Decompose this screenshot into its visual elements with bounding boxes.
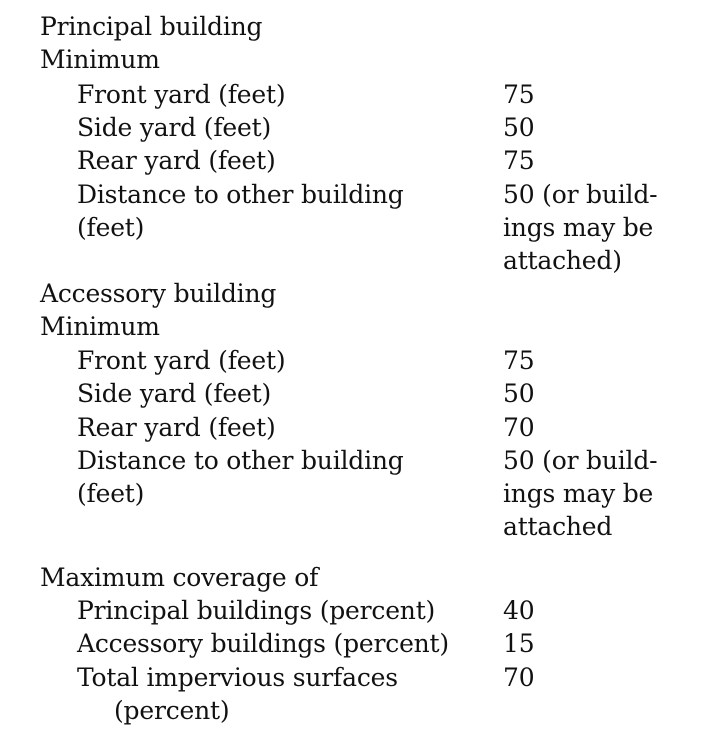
row-label-total-impervious-line-2: (percent) (114, 696, 230, 725)
section-heading-maximum-coverage: Maximum coverage of (40, 563, 319, 592)
row-value-distance-line-3: attached (503, 512, 613, 541)
row-value-distance-line-3: attached) (503, 246, 622, 275)
row-label-principal-buildings: Principal buildings (percent) (77, 596, 436, 625)
row-label-distance-line-2: (feet) (77, 479, 145, 508)
row-label-distance-line-1: Distance to other building (77, 180, 404, 209)
row-label-accessory-buildings: Accessory buildings (percent) (77, 629, 449, 658)
row-label-distance-line-2: (feet) (77, 213, 145, 242)
row-value-distance-line-1: 50 (or build- (503, 180, 658, 209)
row-label-distance-line-1: Distance to other building (77, 446, 404, 475)
row-value-distance-line-2: ings may be (503, 479, 654, 508)
row-value-distance-line-2: ings may be (503, 213, 654, 242)
row-value-distance-line-1: 50 (or build- (503, 446, 658, 475)
row-value-total-impervious: 70 (503, 663, 535, 692)
row-value-side-yard: 50 (503, 113, 535, 142)
row-label-front-yard: Front yard (feet) (77, 80, 286, 109)
subheading-minimum: Minimum (40, 45, 160, 74)
row-value-front-yard: 75 (503, 346, 535, 375)
row-value-side-yard: 50 (503, 379, 535, 408)
row-label-side-yard: Side yard (feet) (77, 379, 271, 408)
row-value-rear-yard: 70 (503, 413, 535, 442)
row-value-principal-buildings: 40 (503, 596, 535, 625)
row-label-side-yard: Side yard (feet) (77, 113, 271, 142)
row-value-front-yard: 75 (503, 80, 535, 109)
row-label-total-impervious-line-1: Total impervious surfaces (77, 663, 398, 692)
row-label-front-yard: Front yard (feet) (77, 346, 286, 375)
section-heading-accessory-building: Accessory building (40, 279, 277, 308)
row-value-accessory-buildings: 15 (503, 629, 535, 658)
row-label-rear-yard: Rear yard (feet) (77, 413, 276, 442)
section-heading-principal-building: Principal building (40, 12, 263, 41)
subheading-minimum: Minimum (40, 312, 160, 341)
row-value-rear-yard: 75 (503, 146, 535, 175)
row-label-rear-yard: Rear yard (feet) (77, 146, 276, 175)
